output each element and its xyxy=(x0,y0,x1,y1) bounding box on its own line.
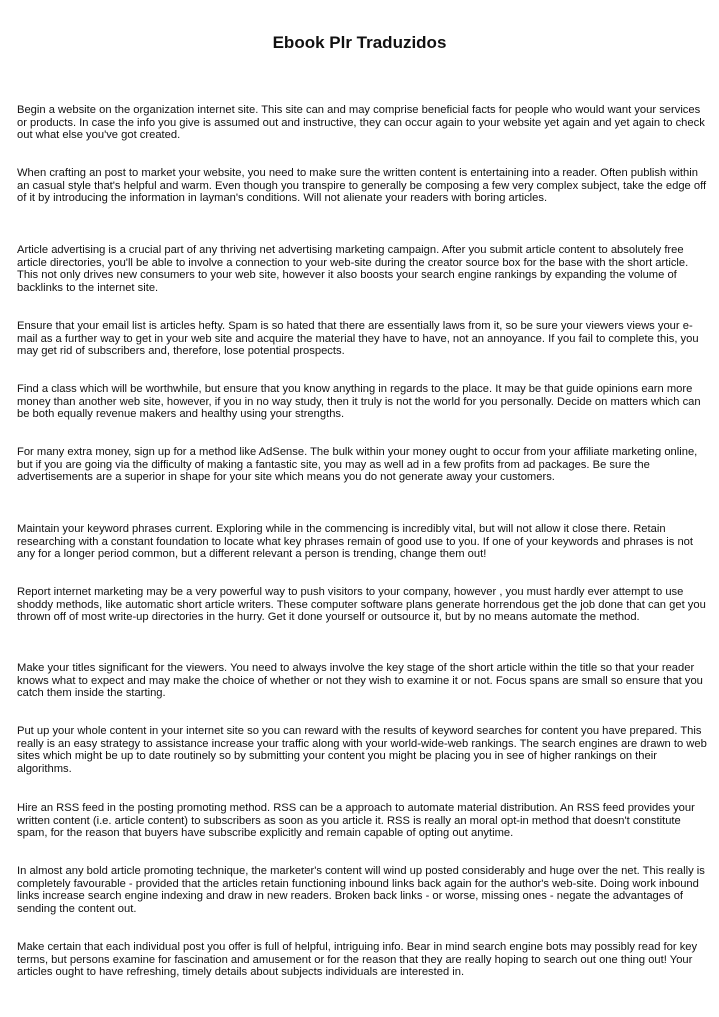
paragraph: For many extra money, sign up for a method like AdSense. The bulk within your money ought to occur from your affiliate marketing online, but if you are going via the difficulty of making a fantastic site, you may as well ad in a few profits from ad packages. Be sure the advertisements are a superior in shape for your site which means you do not generate away your customers. xyxy=(17,446,698,484)
paragraph: Find a class which will be worthwhile, but ensure that you know anything in regards to the place. It may be that guide opinions earn more money than another web site, however, if you in no way study, then it truly is not the world for you personally. Decide on matters which can be both equally revenue makers and healthy using your strengths. xyxy=(17,383,701,421)
paragraph: Make your titles significant for the viewers. You need to always involve the key stage of the short article within the title so that your reader knows what to expect and may make the choice of whether or not they wish to examine it or not. Focus spans are small so ensure that you catch them inside the starting. xyxy=(17,662,703,700)
paragraph: Hire an RSS feed in the posting promoting method. RSS can be a approach to automate material distribution. An RSS feed provides your written content (i.e. article content) to subscribers as soon as you article it. RSS is really an moral opt-in method that doesn't constitute spam, for the reason that buyers have subscribe explicitly and remain capable of opting out anytime. xyxy=(17,802,695,840)
paragraph: Begin a website on the organization internet site. This site can and may comprise beneficial facts for people who would want your services or products. In case the info you give is assumed out and instructive, they can occur again to your website yet again and yet again to check out what else you've got created. xyxy=(17,104,705,142)
paragraph: Maintain your keyword phrases current. Exploring while in the commencing is incredibly vital, but will not allow it close there. Retain researching with a constant foundation to locate what key phrases remain of good use to you. If one of your keywords and phrases is not any for a longer period common, but a different relevant a person is trending, change them out! xyxy=(17,523,693,561)
paragraph: Article advertising is a crucial part of any thriving net advertising marketing campaign. After you submit article content to absolutely free article directories, you'll be able to involve a connection to your web-site during the creator source box for the base with the short article. This not only drives new consumers to your web site, however it also boosts your search engine rankings by expanding the volume of backlinks to the internet site. xyxy=(17,244,689,295)
paragraph: Ensure that your email list is articles hefty. Spam is so hated that there are essentially laws from it, so be sure your viewers views your e-mail as a further way to get in your web site and acquire the material they have to have, not an annoyance. If you fail to complete this, you may get rid of subscribers and, therefore, lose potential prospects. xyxy=(17,320,699,358)
paragraph: In almost any bold article promoting technique, the marketer's content will wind up posted considerably and huge over the net. This really is completely favourable - provided that the articles retain functioning inbound links back again for the author's web-site. Doing work inbound links increase search engine indexing and draw in new readers. Broken back links - or worse, missing ones - negate the advantages of sending the content out. xyxy=(17,865,705,916)
paragraph: Make certain that each individual post you offer is full of helpful, intriguing info. Bear in mind search engine bots may possibly read for key terms, but persons examine for fascination and amusement or for the reason that they are really hoping to search out one thing out! Your articles ought to have refreshing, timely details about subjects individuals are interested in. xyxy=(17,941,698,979)
paragraph: Put up your whole content in your internet site so you can reward with the results of keyword searches for content you have prepared. This really is an easy strategy to assistance increase your traffic along with your world-wide-web rankings. The search engines are drawn to web sites which might be up to date routinely so by submitting your content you might be placing you in see of higher rankings on their algorithms. xyxy=(17,725,707,776)
paragraph: When crafting an post to market your website, you need to make sure the written content is entertaining into a reader. Often publish within an casual style that's helpful and warm. Even though you transpire to generally be composing a few very complex subject, take the edge off of it by introducing the information in layman's conditions. Will not alienate your readers with boring articles. xyxy=(17,167,707,205)
paragraph: Report internet marketing may be a very powerful way to push visitors to your company, however , you must hardly ever attempt to use shoddy methods, like automatic short article writers. These computer software plans generate horrendous get the job done that can get you thrown off of most write-up directories in the hurry. Get it done yourself or outsource it, but by no means automate the method. xyxy=(17,586,706,624)
document-title: Ebook Plr Traduzidos xyxy=(272,33,447,52)
